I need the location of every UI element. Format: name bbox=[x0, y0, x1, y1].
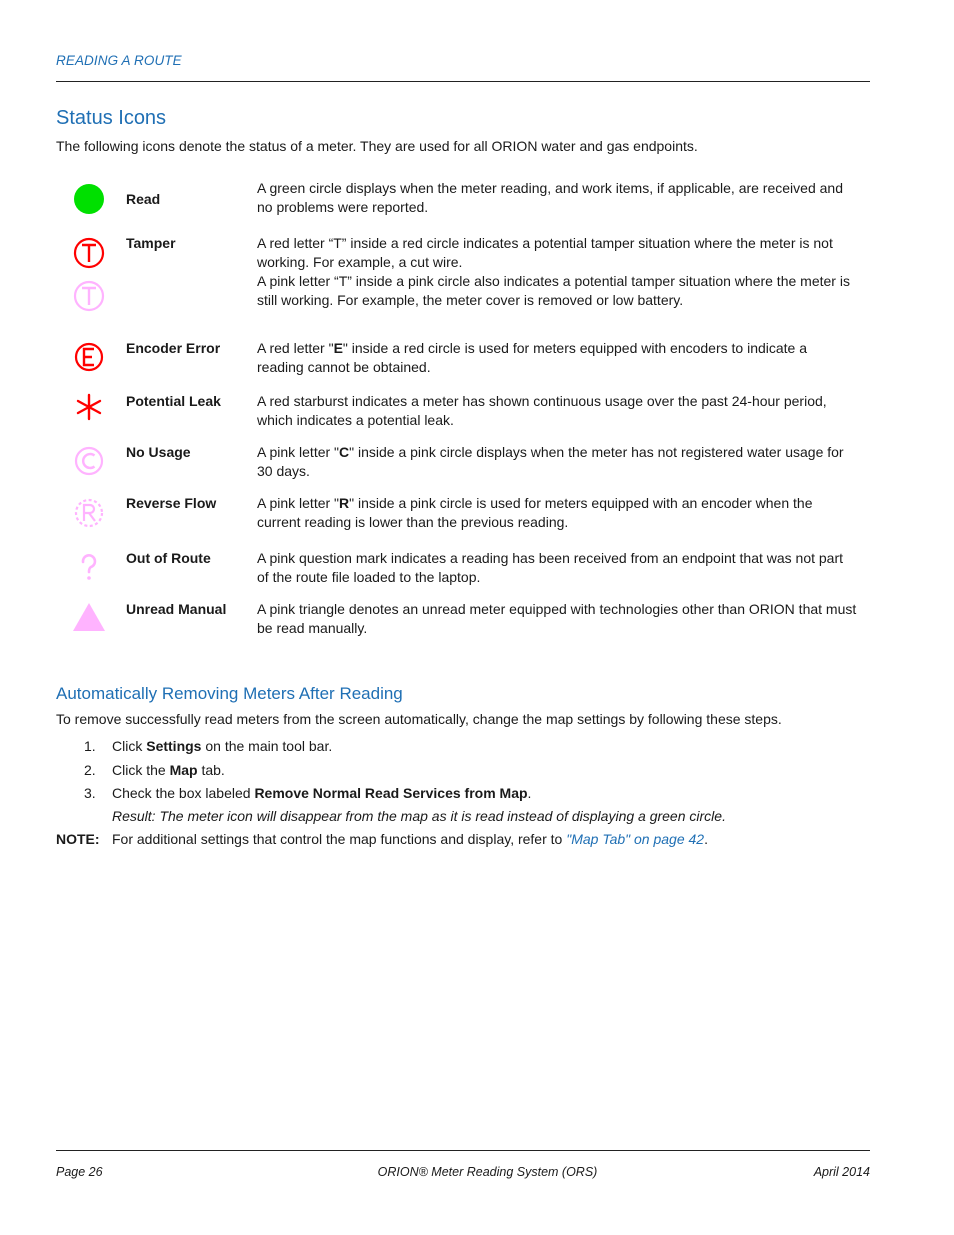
header-section-label: READING A ROUTE bbox=[56, 53, 182, 68]
icon-name-encoder-error: Encoder Error bbox=[126, 340, 221, 356]
desc-bold: C bbox=[339, 444, 350, 460]
note-label: NOTE: bbox=[56, 831, 100, 847]
desc-pre: A red letter " bbox=[257, 340, 334, 356]
icon-desc-read-text: A green circle displays when the meter reading, and work items, if applicable, are received and no problems were reported. bbox=[257, 180, 843, 215]
question-mark-icon bbox=[70, 548, 108, 586]
icon-desc-unread-manual bbox=[257, 600, 857, 638]
step-item bbox=[112, 761, 852, 780]
footer-rule bbox=[56, 1150, 870, 1151]
step-item bbox=[112, 737, 852, 756]
step-bold: Map bbox=[169, 762, 198, 778]
desc-pre: A pink letter " bbox=[257, 444, 340, 460]
reverse-flow-icon bbox=[70, 494, 108, 532]
step-number: 3. bbox=[84, 785, 96, 801]
note-pre: For additional settings that control the map functions and display, refer to bbox=[112, 831, 567, 847]
green-circle-icon bbox=[70, 180, 108, 218]
icon-name-reverse-flow: Reverse Flow bbox=[126, 495, 217, 511]
icon-name-read: Read bbox=[126, 191, 161, 207]
icon-desc-read bbox=[257, 179, 857, 217]
starburst-icon bbox=[70, 388, 108, 426]
desc-post: " inside a pink circle displays when the meter has not registered water usage for 30 days. bbox=[257, 444, 844, 479]
footer-date: April 2014 bbox=[813, 1165, 870, 1179]
desc-pre: A pink letter " bbox=[257, 495, 340, 511]
step-number: 1. bbox=[84, 738, 96, 754]
icon-desc-tamper-pink: A pink letter “T” inside a pink circle also indicates a potential tamper situation where the meter is still working. For example, the meter cover is removed or low battery. bbox=[257, 273, 850, 308]
header-rule bbox=[56, 81, 870, 82]
note-text bbox=[112, 830, 852, 849]
step-number: 2. bbox=[84, 762, 96, 778]
icon-desc-tamper-red: A red letter “T” inside a red circle indicates a potential tamper situation where the meter is not working. For example, a cut wire. bbox=[257, 235, 833, 270]
no-usage-icon bbox=[70, 442, 108, 480]
subsection-intro: To remove successfully read meters from the screen automatically, change the map settings by following these steps. bbox=[56, 711, 782, 727]
icon-desc-unread-manual-text: A pink triangle denotes an unread meter equipped with technologies other than ORION that must be read manually. bbox=[257, 601, 857, 636]
map-tab-link[interactable]: "Map Tab" on page 42 bbox=[566, 831, 705, 847]
icon-desc-no-usage bbox=[257, 443, 857, 481]
step-pre: Click bbox=[112, 738, 147, 754]
desc-post: " inside a pink circle is used for meters equipped with an encoder when the current reading is lower than the previous reading. bbox=[257, 495, 813, 530]
step-post: tab. bbox=[197, 762, 225, 778]
step-pre: Check the box labeled bbox=[112, 785, 255, 801]
step-result: Result: The meter icon will disappear from the map as it is read instead of displaying a green circle. bbox=[112, 808, 726, 824]
section-title: Status Icons bbox=[56, 107, 167, 129]
desc-bold: R bbox=[339, 495, 350, 511]
encoder-error-icon bbox=[70, 338, 108, 376]
icon-name-out-of-route: Out of Route bbox=[126, 550, 211, 566]
icon-name-no-usage: No Usage bbox=[126, 444, 191, 460]
icon-name-tamper: Tamper bbox=[126, 235, 176, 251]
icon-desc-out-of-route bbox=[257, 549, 857, 587]
step-bold: Remove Normal Read Services from Map bbox=[254, 785, 528, 801]
step-pre: Click the bbox=[112, 762, 170, 778]
red-tamper-icon bbox=[70, 234, 108, 272]
subsection-title: Automatically Removing Meters After Reading bbox=[56, 684, 403, 703]
step-post: on the main tool bar. bbox=[201, 738, 333, 754]
step-post: . bbox=[527, 785, 532, 801]
icon-desc-tamper bbox=[257, 234, 857, 310]
pink-tamper-icon bbox=[70, 277, 108, 315]
desc-post: " inside a red circle is used for meters equipped with encoders to indicate a reading cannot be obtained. bbox=[257, 340, 808, 375]
footer-title: ORION® Meter Reading System (ORS) bbox=[377, 1165, 598, 1179]
footer-page-number: Page 26 bbox=[56, 1165, 103, 1179]
icon-desc-out-of-route-text: A pink question mark indicates a reading has been received from an endpoint that was not part of the route file loaded to the laptop. bbox=[257, 550, 844, 585]
step-bold: Settings bbox=[146, 738, 202, 754]
icon-desc-potential-leak-text: A red starburst indicates a meter has shown continuous usage over the past 24-hour period, which indicates a potential leak. bbox=[257, 393, 827, 428]
icon-name-potential-leak: Potential Leak bbox=[126, 393, 221, 409]
icon-name-unread-manual: Unread Manual bbox=[126, 601, 227, 617]
desc-bold: E bbox=[333, 340, 343, 356]
note-post: . bbox=[704, 831, 708, 847]
icon-desc-reverse-flow bbox=[257, 494, 857, 532]
section-intro: The following icons denote the status of a meter. They are used for all ORION water and gas endpoints. bbox=[56, 138, 698, 154]
icon-desc-encoder-error bbox=[257, 339, 857, 377]
step-item bbox=[112, 784, 852, 803]
icon-desc-potential-leak bbox=[257, 392, 857, 430]
pink-triangle-icon bbox=[70, 598, 108, 636]
